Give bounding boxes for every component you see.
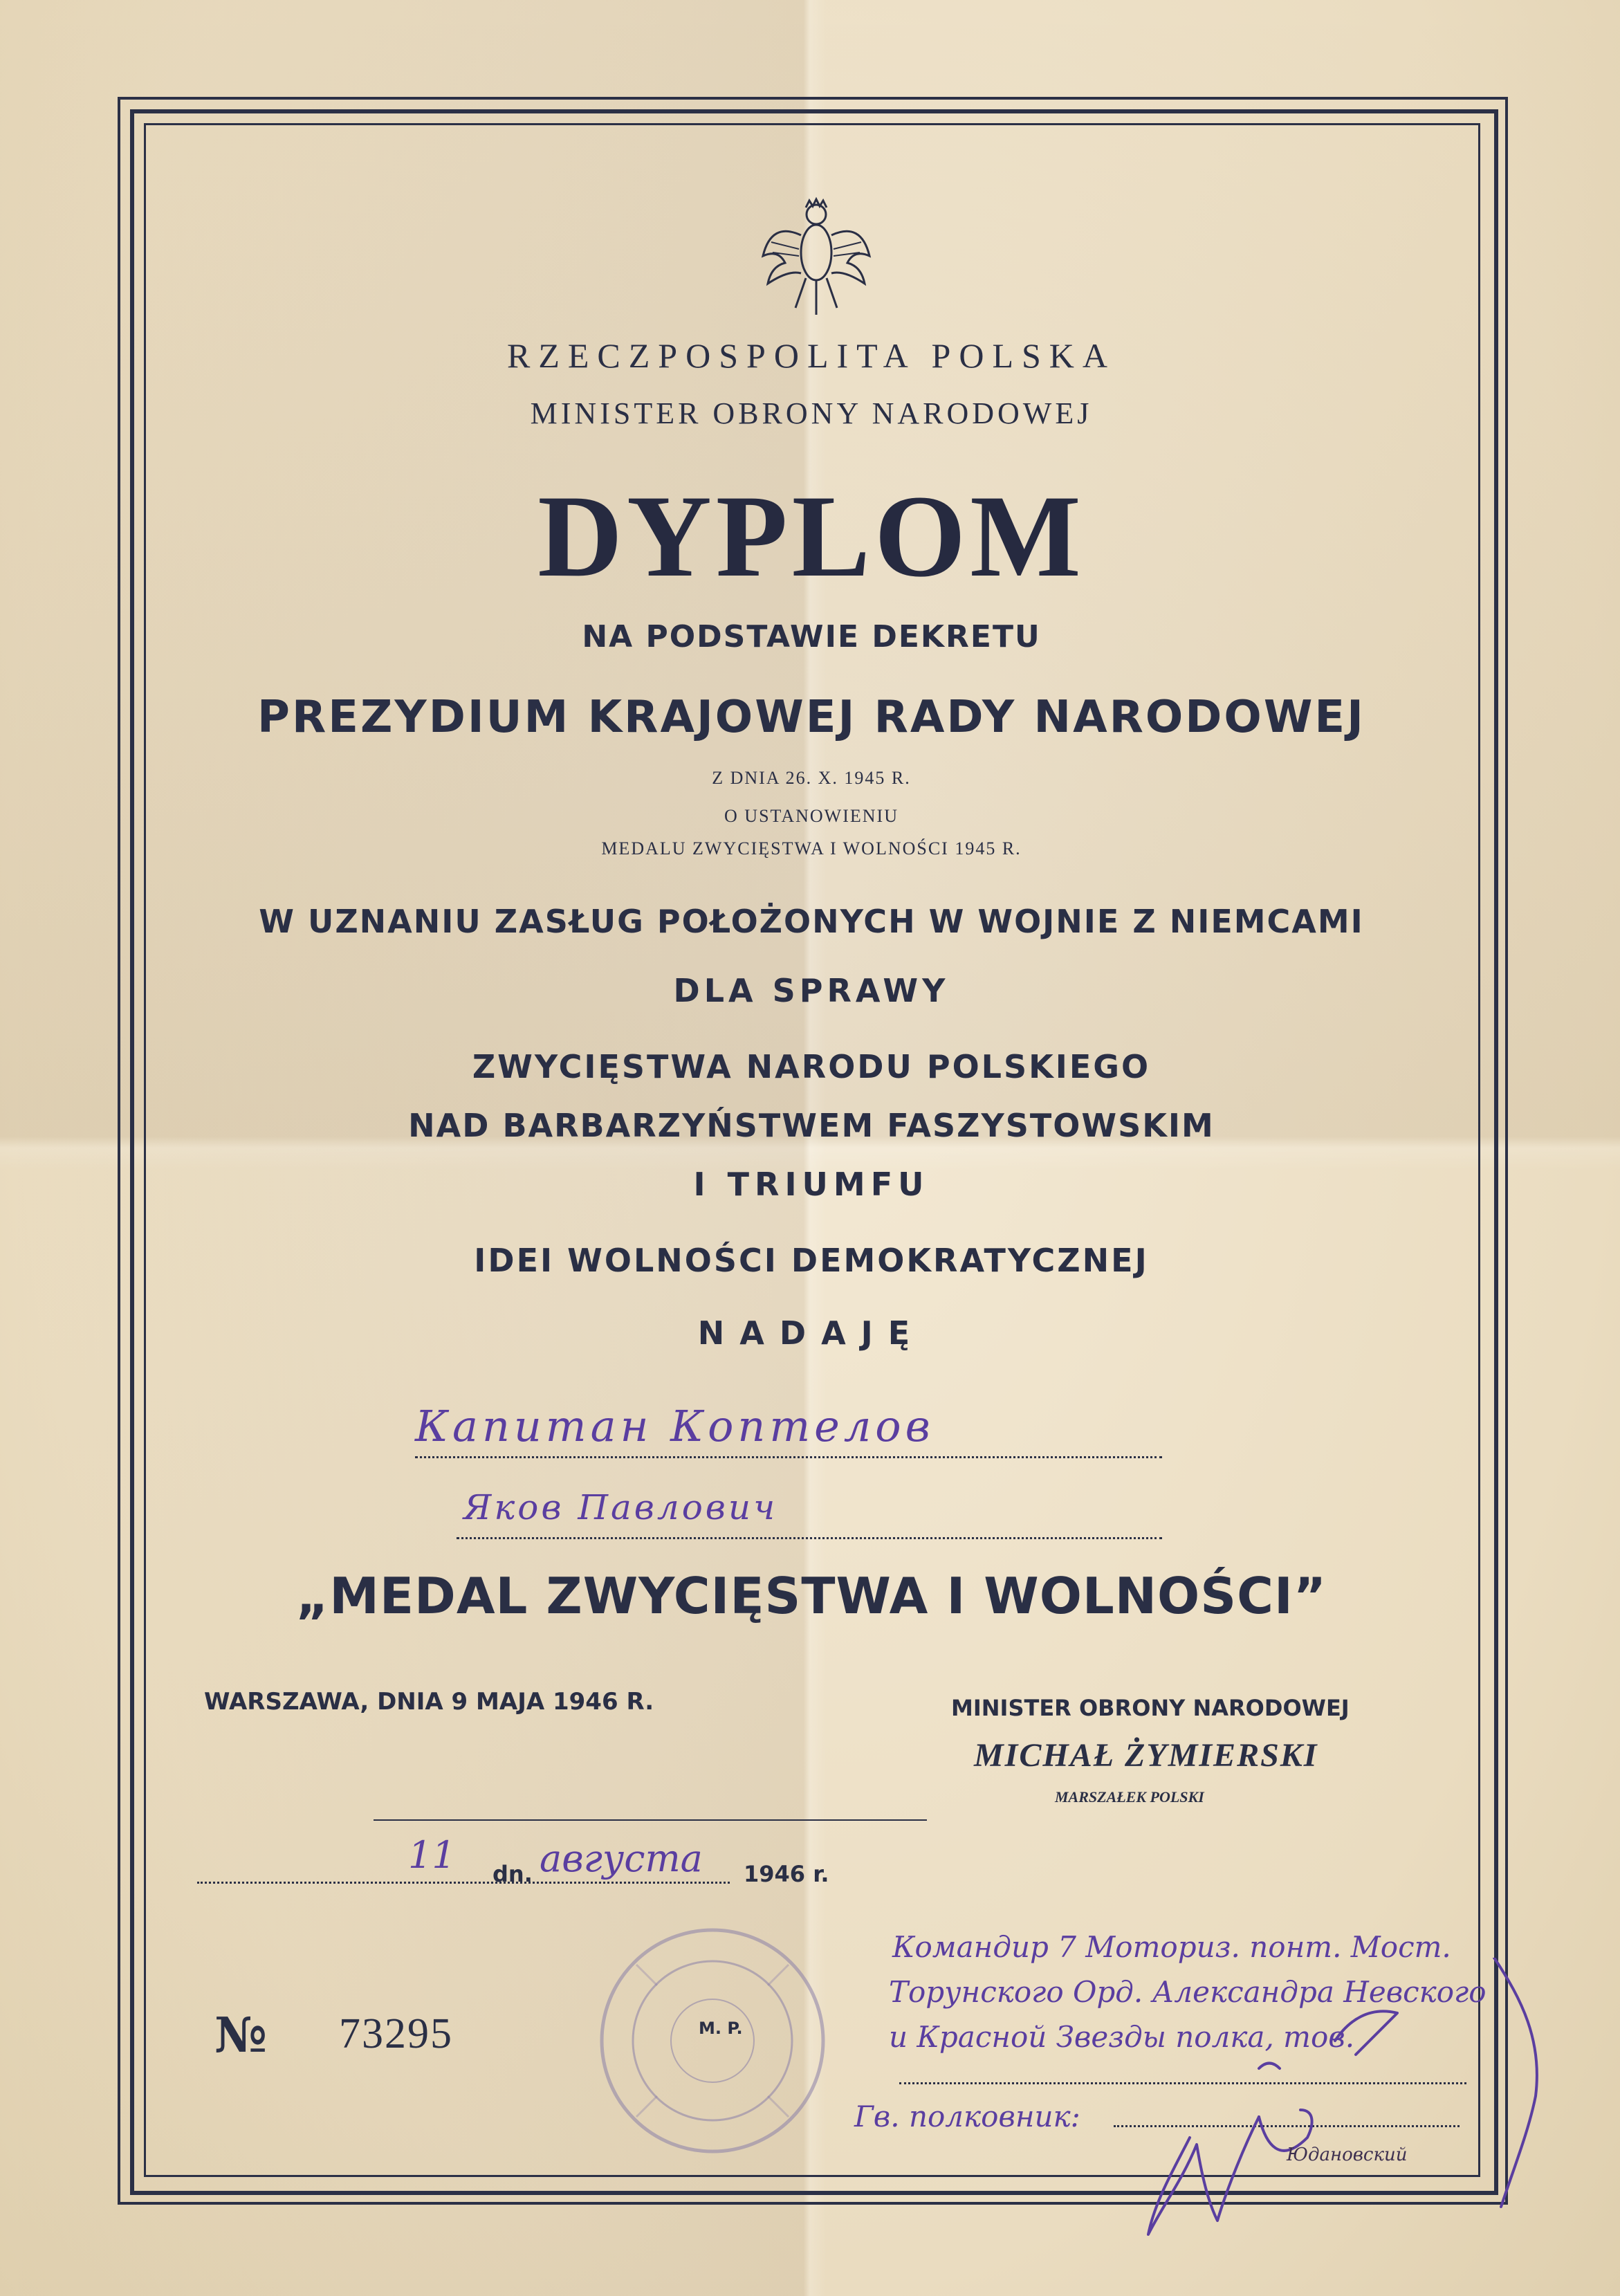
document-title: DYPLOM [537,471,1085,601]
citation-line: DLA SPRAWY [673,972,950,1009]
handover-month: августа [540,1837,703,1880]
minister-title: MINISTER OBRONY NARODOWEJ [951,1695,1350,1721]
recipient-rank-surname: Капитан Коптелов [415,1401,935,1451]
number-label: № [214,2006,268,2064]
handover-dn-label: dn. [493,1861,533,1887]
award-name: „MEDAL ZWYCIĘSTWA I WOLNOŚCI” [295,1567,1327,1625]
separator-rule [374,1819,927,1821]
decree-about: O USTANOWIENIU [724,806,899,826]
citation-line: NAD BARBARZYŃSTWEM FASZYSTOWSKIM [408,1107,1215,1144]
recipient-line-2-rule [457,1537,1162,1539]
recipient-given-names: Яков Павлович [463,1487,778,1527]
citation-line: W UZNANIU ZASŁUG POŁOŻONYCH W WOJNIE Z NIEMCAMI [259,903,1364,940]
citation-line: I TRIUMFU [693,1166,930,1203]
decree-date: Z DNIA 26. X. 1945 R. [712,768,911,788]
ministry-heading: MINISTER OBRONY NARODOWEJ [530,396,1093,430]
commander-signature [1107,1958,1591,2276]
issue-place-date: WARSZAWA, DNIA 9 MAJA 1946 R. [204,1688,654,1716]
commander-line-1: Командир 7 Моториз. понт. Мост. [892,1930,1451,1964]
commander-rank: Гв. полковник: [854,2100,1080,2133]
citation-line: ZWYCIĘSTWA NARODU POLSKIEGO [472,1048,1151,1085]
polish-eagle-emblem [757,187,875,318]
handover-date-rule [197,1882,730,1884]
recipient-line-1-rule [415,1456,1162,1458]
minister-rank: MARSZAŁEK POLSKI [1055,1788,1204,1806]
citation-grant: NADAJĘ [697,1314,926,1352]
country-heading: RZECZPOSPOLITA POLSKA [506,336,1116,375]
decree-line-1: NA PODSTAWIE DEKRETU [582,619,1041,654]
commander-signature-name: Юдановский [1287,2145,1408,2165]
decree-line-2: PREZYDIUM KRAJOWEJ RADY NARODOWEJ [257,692,1365,743]
decree-medal: MEDALU ZWYCIĘSTWA I WOLNOŚCI 1945 R. [601,838,1022,858]
commander-line-3: и Красной Звезды полка, тов. [889,2020,1355,2054]
minister-name: MICHAŁ ŻYMIERSKI [974,1737,1318,1774]
citation-line: IDEI WOLNOŚCI DEMOKRATYCZNEJ [474,1242,1149,1279]
unit-seal-stamp [595,1923,830,2158]
diploma-number: 73295 [339,2010,453,2057]
handover-day: 11 [408,1833,456,1877]
commander-line-2: Торунского Орд. Александра Невского [889,1975,1486,2009]
handover-year: 1946 r. [744,1861,829,1887]
stamp-mp-label: M. P. [699,2019,743,2038]
